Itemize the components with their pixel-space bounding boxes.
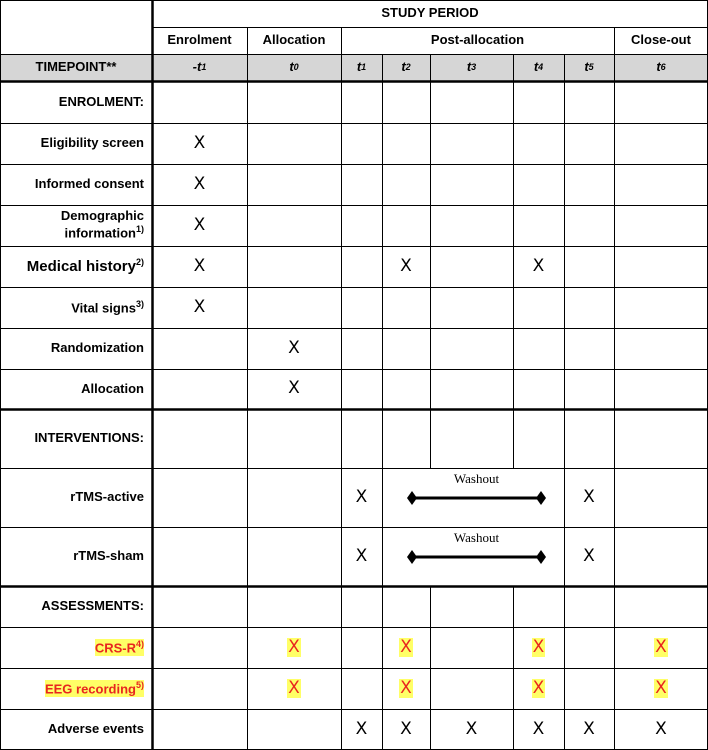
timepoint-symbol: t [289,59,294,75]
timepoint-subscript: 6 [660,62,666,73]
timepoint-symbol: -t [192,59,202,75]
phase-label: Allocation [262,32,326,48]
timepoint-subscript: 0 [293,62,299,73]
row-label-main: Informed consent [34,176,144,192]
phase-label: Enrolment [167,32,232,48]
timepoint-subscript: 2 [405,62,411,73]
x-mark: X [655,677,667,698]
row-label-second-line: information [64,225,136,241]
timepoint-symbol: t [401,59,406,75]
x-mark: X [583,486,595,507]
x-mark: X [355,486,368,507]
phase-label: Close-out [631,32,691,48]
footnote-marker: 4) [135,638,144,649]
x-mark: X [288,636,300,657]
timepoint-symbol: t [466,59,472,75]
x-mark: X [355,718,368,739]
phase-label: Post-allocation [430,32,525,48]
timepoint-subscript: 1 [201,62,207,73]
x-mark: X [655,636,667,657]
row-label-main: rTMS-active [70,489,144,505]
footnote-marker: 5) [135,679,144,690]
row-label-main: Demographic [60,208,144,224]
x-mark: X [465,718,478,739]
x-mark: X [532,718,545,739]
timepoint-symbol: t [356,59,362,75]
timepoint-symbol: t [584,59,589,75]
row-label-main: Allocation [81,380,144,396]
washout-arrow [407,491,546,505]
timepoint-subscript: 1 [361,62,367,73]
timepoint-subscript: 3 [471,62,477,73]
timepoint-label: TIMEPOINT** [35,59,117,75]
row-label-main: Adverse events [47,721,144,737]
x-mark: X [193,296,206,317]
washout-arrow-head [407,550,417,564]
x-mark: X [400,677,412,698]
timepoint-subscript: 5 [588,62,594,73]
x-mark: X [193,132,206,153]
x-mark: X [355,545,368,566]
x-mark: X [288,677,300,698]
washout-text: Washout [453,470,500,486]
x-mark: X [193,255,206,276]
x-mark: X [532,677,545,698]
row-label-main: Vital signs [71,300,136,316]
row-label-main: Eligibility screen [40,135,144,151]
timepoint-subscript: 4 [538,62,544,73]
row-label-main: EEG recording [44,681,136,697]
x-mark: X [583,718,595,739]
section-title-text: ENROLMENT: [58,93,144,109]
row-label-main: Medical history [26,258,136,276]
washout-arrow [407,550,546,564]
x-mark: X [193,173,206,194]
timepoint-symbol: t [533,59,539,75]
row-label-main: rTMS-sham [73,548,144,564]
section-title-text: ASSESSMENTS: [41,598,144,614]
x-mark: X [583,545,595,566]
timepoint-symbol: t [656,59,661,75]
washout-arrow-head [536,491,546,505]
section-title-text: INTERVENTIONS: [34,430,144,446]
row-label-main: Randomization [50,340,144,356]
x-mark: X [655,718,667,739]
x-mark: X [288,378,300,399]
x-mark: X [532,636,545,657]
x-mark: X [400,718,412,739]
x-mark: X [532,255,545,276]
x-mark: X [288,337,300,358]
footnote-marker: 1) [135,224,144,235]
footnote-marker: 2) [135,257,144,268]
washout-text: Washout [453,529,500,545]
washout-arrow-head [536,550,546,564]
x-mark: X [400,636,412,657]
footnote-marker: 3) [135,298,144,309]
study-period-label: STUDY PERIOD [381,5,479,21]
washout-arrow-head [407,491,417,505]
row-label-main: CRS-R [94,640,136,656]
x-mark: X [400,255,412,276]
x-mark: X [193,214,206,235]
